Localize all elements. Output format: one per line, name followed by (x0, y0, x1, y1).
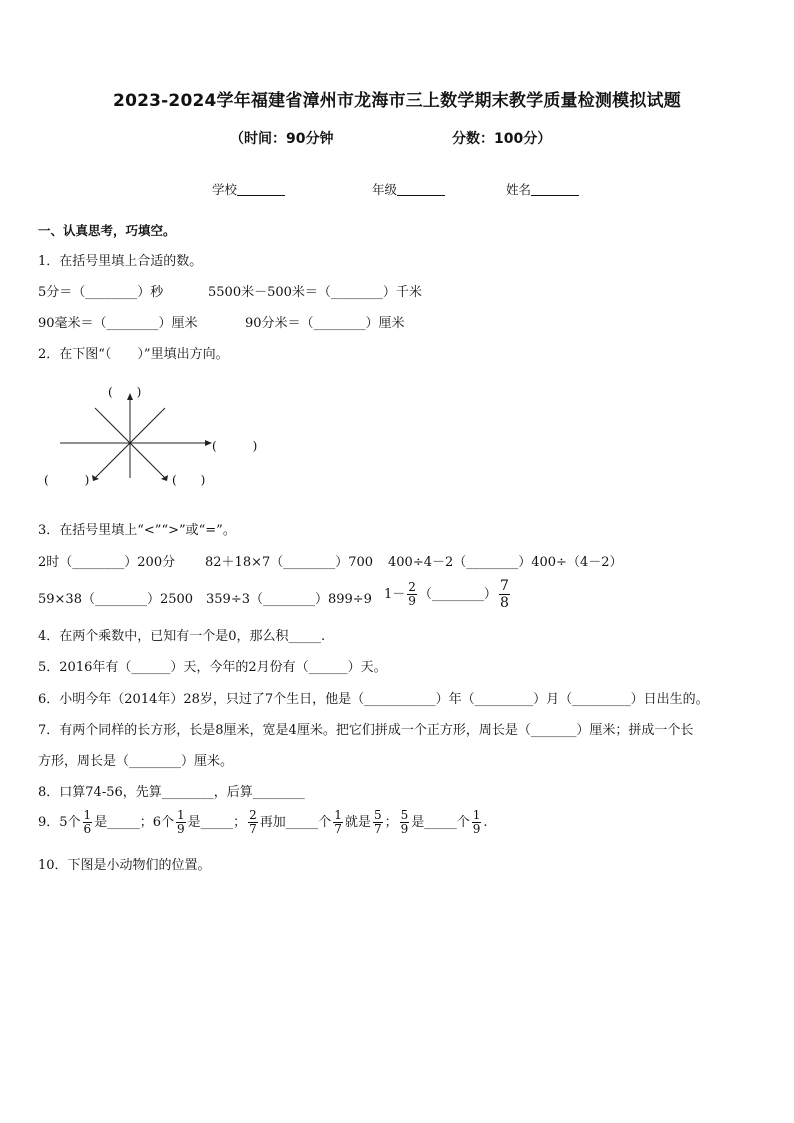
fraction: $\frac{5}{9}$ (400, 808, 409, 836)
time-limit: （时间：90分钟 (230, 131, 334, 147)
label-east[interactable]: ( ) (212, 439, 258, 453)
fraction: $\frac{2}{9}$ (408, 580, 416, 608)
q3-r2b: 359÷3（________）899÷9 (206, 592, 372, 607)
grade-label: 年级 (372, 182, 398, 197)
fraction: $\frac{7}{8}$ (499, 578, 509, 611)
school-label: 学校 (212, 182, 238, 197)
q7-line1: 7．有两个同样的长方形，长是8厘米，宽是4厘米。把它们拼成一个正方形，周长是（_______）厘米；拼成一个长 (38, 723, 694, 738)
q9: 9．5个 $\frac{1}{6}$ 是_____；6个 $\frac{1}{9}$ 是_____； $\frac{2}{7}$ 再加_____个 $\frac{1}{7}$ 就是 $\frac{5}{7}$ ； $\frac{5}{9}$ 是_____个 $\frac{1}{9}$ . (38, 808, 488, 836)
q2-stem: 2．在下图“（ ）”里填出方向。 (38, 347, 229, 362)
q10: 10．下图是小动物们的位置。 (38, 858, 211, 873)
fraction: $\frac{1}{9}$ (176, 808, 185, 836)
fraction: $\frac{1}{9}$ (472, 808, 481, 836)
fraction: $\frac{1}{6}$ (83, 808, 92, 836)
q1-row2b: 90分米＝（________）厘米 (245, 316, 405, 331)
q8: 8．口算74-56，先算________，后算________ (38, 785, 305, 800)
q1-row1a: 5分＝（________）秒 (38, 285, 164, 300)
q1-stem: 1．在括号里填上合适的数。 (38, 254, 203, 269)
q1-row1b: 5500米－500米＝（________）千米 (208, 285, 422, 300)
label-southwest[interactable]: ( ) (44, 473, 90, 487)
q3-r1b: 82＋18×7（________）700 (205, 555, 374, 570)
southwest-arrow-icon (92, 475, 99, 481)
grade-field[interactable] (372, 180, 445, 198)
q3-r2a: 59×38（________）2500 (38, 592, 194, 607)
fraction: $\frac{5}{7}$ (373, 808, 382, 836)
q4: 4．在两个乘数中，已知有一个是0，那么积_____. (38, 629, 326, 644)
east-arrow-icon (205, 440, 212, 446)
label-north[interactable]: ( ) (108, 385, 142, 399)
page-title: 2023-2024学年福建省漳州市龙海市三上数学期末教学质量检测模拟试题 (113, 91, 681, 111)
label-southeast[interactable]: ( ) (172, 473, 206, 487)
name-label: 姓名 (506, 182, 532, 197)
school-field[interactable] (212, 180, 285, 198)
southeast-arrow-icon (161, 475, 168, 481)
q6: 6．小明今年（2014年）28岁，只过了7个生日，他是（___________）年（_________）月（_________）日出生的。 (38, 692, 709, 707)
q3-stem: 3．在括号里填上“<”“>”或“=”。 (38, 523, 236, 538)
q5: 5．2016年有（______）天，今年的2月份有（______）天。 (38, 660, 387, 675)
name-field[interactable] (506, 180, 579, 198)
q3-r1a: 2时（________）200分 (38, 555, 176, 570)
section-heading: 一、认真思考，巧填空。 (38, 223, 176, 238)
q3-r2c: 1－ $\frac{2}{9}$ （________） $\frac{7}{8}$ (384, 578, 509, 611)
fraction: $\frac{1}{7}$ (334, 808, 342, 836)
q1-row2a: 90毫米＝（________）厘米 (38, 316, 198, 331)
q3-r1c: 400÷4－2（________）400÷（4－2） (388, 555, 623, 570)
fraction: $\frac{2}{7}$ (249, 808, 257, 836)
q7-line2: 方形，周长是（________）厘米。 (38, 754, 234, 769)
total-score: 分数：100分） (452, 131, 552, 147)
